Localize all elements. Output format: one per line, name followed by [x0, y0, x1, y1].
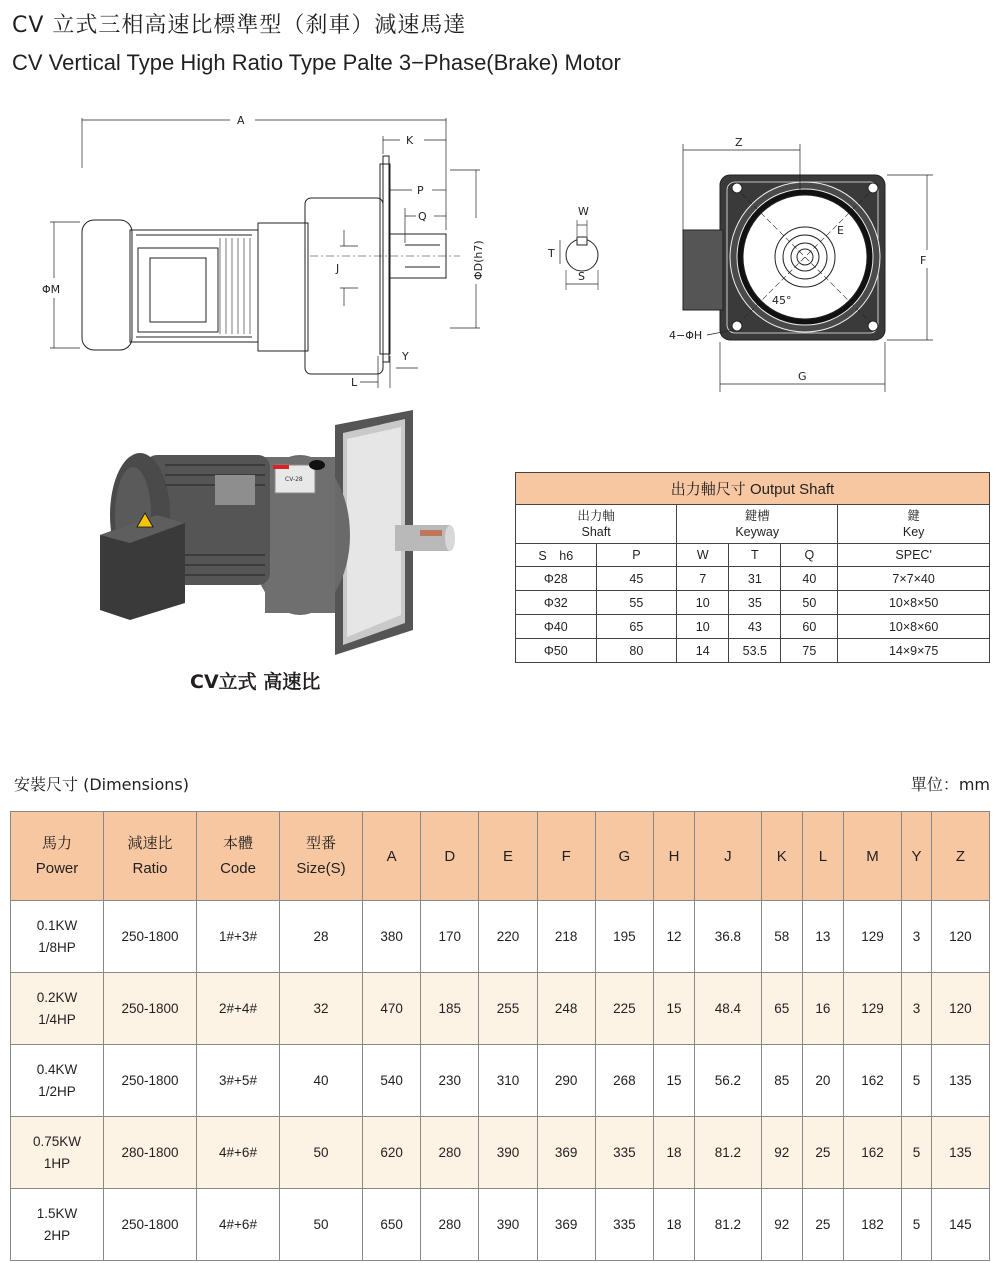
table-cell: 25: [802, 1117, 843, 1189]
table-cell: 65: [596, 615, 677, 639]
table-cell: 230: [421, 1045, 479, 1117]
dim-label-h: 4−ΦH: [669, 329, 703, 342]
photo-caption: CV立式 高速比: [190, 671, 321, 693]
page-title-chinese: CV 立式三相高速比標準型（刹車）減速馬達: [12, 13, 467, 38]
dim-header-en: L: [818, 847, 828, 865]
table-cell: 92: [761, 1117, 802, 1189]
table-row: [516, 591, 990, 615]
dim-label-z: Z: [735, 136, 743, 149]
table-cell: 10×8×60: [838, 615, 990, 639]
dim-header-11: [761, 812, 802, 901]
table-cell: 650: [363, 1189, 421, 1261]
table-cell: 92: [761, 1189, 802, 1261]
table-cell: 43: [729, 615, 781, 639]
table-cell: 5: [902, 1045, 932, 1117]
shaft-subheader-row: [516, 544, 990, 567]
table-cell: 36.8: [695, 901, 762, 973]
table-cell: 540: [363, 1045, 421, 1117]
table-row: [11, 1045, 990, 1117]
power-hp: 1/4HP: [38, 1011, 76, 1027]
dimensions-header-row: [11, 812, 990, 901]
page-title-english: CV Vertical Type High Ratio Type Palte 3−Phase(Brake) Motor: [12, 50, 621, 75]
table-cell: 255: [479, 973, 537, 1045]
dim-label-w: W: [578, 205, 589, 218]
dim-header-9: [653, 812, 694, 901]
table-cell: 390: [479, 1117, 537, 1189]
table-cell: 280-1800: [104, 1117, 197, 1189]
table-cell: 185: [421, 973, 479, 1045]
side-view-drawing: [40, 98, 510, 398]
dim-label-angle: 45°: [772, 294, 792, 307]
dim-label-g: G: [798, 370, 807, 383]
table-cell: 4#+6#: [197, 1117, 280, 1189]
table-cell: 335: [595, 1189, 653, 1261]
table-cell: 120: [931, 901, 989, 973]
subheader-p: P: [596, 544, 677, 567]
dim-header-en: M: [866, 847, 879, 865]
table-cell: 250-1800: [104, 1189, 197, 1261]
shaft-group-cn: 出力軸: [577, 509, 615, 523]
dim-header-cn: 馬力: [41, 835, 72, 852]
product-photo: [95, 405, 465, 670]
dim-header-en: F: [561, 847, 571, 865]
dimensions-label: 安裝尺寸 (Dimensions): [14, 775, 189, 794]
dim-header-7: [537, 812, 595, 901]
table-cell: 53.5: [729, 639, 781, 663]
dim-label-y: Y: [402, 350, 409, 363]
table-cell: 129: [843, 973, 901, 1045]
table-cell: 170: [421, 901, 479, 973]
table-cell: 10: [677, 591, 729, 615]
dim-header-8: [595, 812, 653, 901]
table-cell: 18: [653, 1117, 694, 1189]
unit-label: 單位：mm: [910, 775, 990, 794]
front-view-drawing: [665, 130, 965, 395]
table-cell: 335: [595, 1117, 653, 1189]
table-row: [11, 1189, 990, 1261]
table-cell: 280: [421, 1189, 479, 1261]
table-cell: 250-1800: [104, 973, 197, 1045]
table-cell: 250-1800: [104, 901, 197, 973]
table-cell: 4#+6#: [197, 1189, 280, 1261]
power-kw: 0.4KW: [36, 1061, 78, 1077]
dim-label-e: E: [837, 224, 844, 237]
dim-label-f: F: [920, 254, 927, 267]
dimensions-table: [10, 811, 990, 1261]
table-cell: 20: [802, 1045, 843, 1117]
dim-header-en: J: [724, 847, 732, 865]
table-cell: 18: [653, 1189, 694, 1261]
dim-label-s: S: [578, 270, 585, 283]
dim-header-cn: 本體: [222, 835, 253, 852]
table-cell: 10×8×50: [838, 591, 990, 615]
dim-label-k: K: [406, 134, 414, 147]
table-cell: 195: [595, 901, 653, 973]
dim-header-cn: 減速比: [127, 835, 173, 852]
table-cell: 2#+4#: [197, 973, 280, 1045]
table-cell: 369: [537, 1189, 595, 1261]
table-row: [516, 615, 990, 639]
table-cell: 220: [479, 901, 537, 973]
table-cell: 162: [843, 1117, 901, 1189]
dim-header-4: [363, 812, 421, 901]
dim-header-en: G: [618, 847, 631, 865]
subheader-spec: SPEC': [838, 544, 990, 567]
table-cell: 50: [280, 1117, 363, 1189]
dim-label-a: A: [237, 114, 245, 127]
dim-header-en: Y: [911, 847, 922, 865]
power-hp: 2HP: [43, 1227, 71, 1243]
dim-header-14: [902, 812, 932, 901]
nameplate-text: CV-28: [285, 476, 303, 483]
dim-label-d: ΦD(h7): [472, 240, 485, 280]
key-group-cn: 鍵: [907, 509, 920, 523]
power-kw: 0.1KW: [36, 917, 78, 933]
dim-label-q: Q: [418, 210, 427, 223]
table-cell: 14×9×75: [838, 639, 990, 663]
table-cell: 16: [802, 973, 843, 1045]
power-hp: 1/2HP: [38, 1083, 76, 1099]
table-cell: 85: [761, 1045, 802, 1117]
table-cell: 81.2: [695, 1189, 762, 1261]
table-cell: 81.2: [695, 1117, 762, 1189]
table-cell: 58: [761, 901, 802, 973]
subheader-w: W: [677, 544, 729, 567]
table-cell: Φ50: [516, 639, 597, 663]
subheader-q: Q: [781, 544, 838, 567]
dimensions-body: [11, 901, 990, 1261]
table-cell: 390: [479, 1189, 537, 1261]
dim-header-0: [11, 812, 104, 901]
table-row: [516, 567, 990, 591]
table-cell: 50: [280, 1189, 363, 1261]
table-cell: 5: [902, 1117, 932, 1189]
power-cell: [11, 901, 104, 973]
table-cell: 10: [677, 615, 729, 639]
table-cell: 369: [537, 1117, 595, 1189]
table-cell: 218: [537, 901, 595, 973]
dim-label-l: L: [351, 376, 358, 389]
dim-header-2: [197, 812, 280, 901]
dim-header-en: D: [444, 847, 456, 865]
table-cell: 56.2: [695, 1045, 762, 1117]
dim-label-j: J: [336, 262, 340, 275]
shaft-group-header: [516, 505, 677, 544]
dim-header-en: E: [502, 847, 513, 865]
dim-header-en: H: [668, 847, 680, 865]
table-cell: Φ28: [516, 567, 597, 591]
table-cell: 15: [653, 973, 694, 1045]
dim-header-en: K: [776, 847, 787, 865]
table-cell: 268: [595, 1045, 653, 1117]
table-row: [11, 901, 990, 973]
power-cell: [11, 1189, 104, 1261]
table-cell: 65: [761, 973, 802, 1045]
table-cell: 129: [843, 901, 901, 973]
table-cell: 248: [537, 973, 595, 1045]
table-cell: 40: [280, 1045, 363, 1117]
key-group-header: [838, 505, 990, 544]
table-cell: 620: [363, 1117, 421, 1189]
table-cell: 3: [902, 901, 932, 973]
table-cell: 7: [677, 567, 729, 591]
keyway-group-cn: 鍵槽: [744, 509, 770, 523]
dim-header-6: [479, 812, 537, 901]
output-shaft-title: 出力軸尺寸 Output Shaft: [516, 473, 990, 505]
table-cell: 310: [479, 1045, 537, 1117]
dim-header-en: Size(S): [296, 860, 346, 877]
table-cell: 75: [781, 639, 838, 663]
power-kw: 0.2KW: [36, 989, 78, 1005]
dim-header-12: [802, 812, 843, 901]
keyway-group-header: [677, 505, 838, 544]
table-cell: 280: [421, 1117, 479, 1189]
dim-header-en: A: [386, 847, 397, 865]
table-cell: 7×7×40: [838, 567, 990, 591]
power-hp: 1HP: [43, 1155, 71, 1171]
dim-header-en: Code: [220, 860, 256, 877]
table-cell: 35: [729, 591, 781, 615]
dim-header-1: [104, 812, 197, 901]
table-cell: 55: [596, 591, 677, 615]
table-cell: 380: [363, 901, 421, 973]
output-shaft-table: [515, 472, 990, 663]
table-cell: 45: [596, 567, 677, 591]
keyway-group-en: Keyway: [735, 525, 780, 539]
table-cell: 14: [677, 639, 729, 663]
table-cell: 1#+3#: [197, 901, 280, 973]
table-cell: 48.4: [695, 973, 762, 1045]
power-kw: 1.5KW: [36, 1205, 78, 1221]
table-cell: 31: [729, 567, 781, 591]
dim-header-3: [280, 812, 363, 901]
table-cell: 145: [931, 1189, 989, 1261]
power-cell: [11, 973, 104, 1045]
dim-header-5: [421, 812, 479, 901]
dim-header-cn: 型番: [305, 835, 336, 852]
table-row: [11, 1117, 990, 1189]
table-row: [516, 639, 990, 663]
keyway-section-drawing: [540, 200, 620, 300]
dim-label-t: T: [548, 247, 555, 260]
table-cell: 15: [653, 1045, 694, 1117]
dim-header-10: [695, 812, 762, 901]
dim-header-15: [931, 812, 989, 901]
table-cell: 28: [280, 901, 363, 973]
power-cell: [11, 1045, 104, 1117]
dim-header-13: [843, 812, 901, 901]
shaft-group-en: Shaft: [581, 525, 611, 539]
dim-label-p: P: [417, 184, 424, 197]
table-cell: 60: [781, 615, 838, 639]
table-cell: Φ40: [516, 615, 597, 639]
table-cell: 135: [931, 1045, 989, 1117]
table-cell: 290: [537, 1045, 595, 1117]
table-cell: 225: [595, 973, 653, 1045]
dim-label-m: ΦM: [42, 283, 61, 296]
table-cell: 162: [843, 1045, 901, 1117]
table-cell: 250-1800: [104, 1045, 197, 1117]
dim-header-en: Z: [955, 847, 965, 865]
table-cell: 3#+5#: [197, 1045, 280, 1117]
table-row: [11, 973, 990, 1045]
table-cell: 13: [802, 901, 843, 973]
table-cell: 470: [363, 973, 421, 1045]
table-cell: 25: [802, 1189, 843, 1261]
table-cell: 135: [931, 1117, 989, 1189]
table-cell: 40: [781, 567, 838, 591]
table-cell: 32: [280, 973, 363, 1045]
power-kw: 0.75KW: [32, 1133, 82, 1149]
key-group-en: Key: [902, 525, 925, 539]
dim-header-en: Power: [35, 860, 79, 877]
table-cell: 12: [653, 901, 694, 973]
table-cell: Φ32: [516, 591, 597, 615]
table-cell: 182: [843, 1189, 901, 1261]
subheader-s: S h6: [516, 544, 597, 567]
subheader-t: T: [729, 544, 781, 567]
dim-header-en: Ratio: [132, 860, 168, 877]
table-cell: 80: [596, 639, 677, 663]
table-cell: 3: [902, 973, 932, 1045]
table-cell: 5: [902, 1189, 932, 1261]
power-cell: [11, 1117, 104, 1189]
power-hp: 1/8HP: [38, 939, 76, 955]
table-cell: 120: [931, 973, 989, 1045]
table-cell: 50: [781, 591, 838, 615]
